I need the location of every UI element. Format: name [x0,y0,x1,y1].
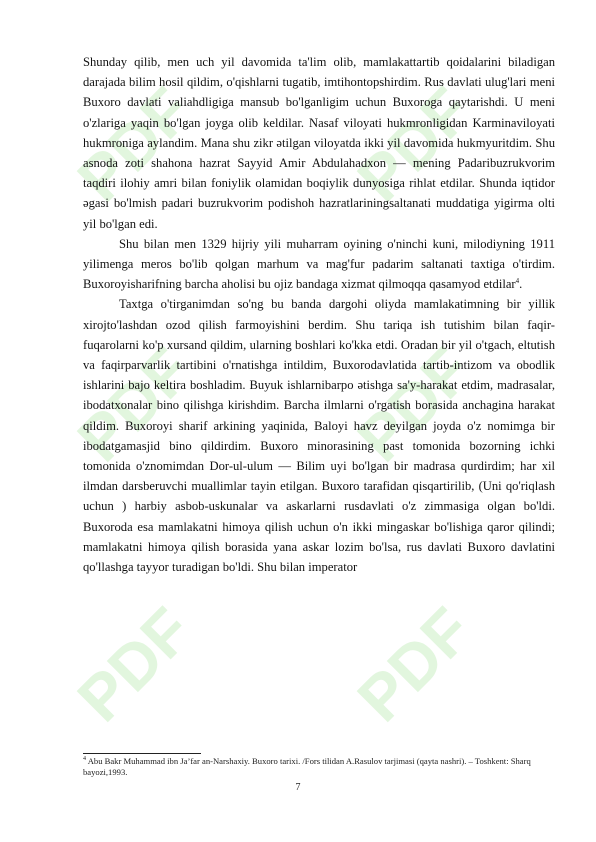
watermark-mark: PDF [63,73,206,216]
footnote-text: Abu Bakr Muhammad ibn Ja’far an-Narshaxiy. Buxoro tarixi. /Fors tilidan A.Rasulov tarjimasi (qayta nashri). – Toshkent: Sharq bayozi,1993. [83,756,531,777]
watermark-mark: PDF [343,73,486,216]
watermark-mark: PDF [343,593,486,736]
footnote-number: 4 [83,756,86,763]
paragraph-2-text: Shu bilan men 1329 hijriy yili muharram oyining o'ninchi kuni, milodiyning 1911 yilimenga meros bo'lib qolgan marhum va mag'fur padarim saltanati taxtiga o'tirdim. Buxoroyisharifning barcha aholisi bu ojiz bandaga xizmat qilmoqqa qasamyod etdilar [83,236,555,292]
watermark-mark: PDF [343,333,486,476]
footnote-divider [83,753,201,754]
footnote [83,756,555,778]
paragraph-1: Shunday qilib, men uch yil davomida ta'lim olib, mamlakattartib qoidalarini biladigan darajada bilim hosil qildim, o'qishlarni tugatib, imtihontopshirdim. Rus davlati ulug'lari meni Buxoro davlati valiahdligiga mansub bo'lganligim uchun Buxoroga qaytarishdi. U meni o'zlariga yaqin bo'lgan joyga olib keldilar. Nasaf viloyati hukmronligidan Karminaviloyati hukmroniga aylandim. Mana shu zikr ətilgan viloyatda ikki yil davomida hukmyuritdim. Shu asnoda zoti shahona hazrat Sayyid Amir Abdulahadxon — mening Padaribuzrukvorim taqdiri ilohiy amri bilan foniylik olamidan boqiylik dunyosiga rihlat etdilar. Shunda iqtidor əgasi bo'lmish padari buzrukvorim podishoh hazratlariningsaltanati muddatiga yigirma olti yil bo'lgan edi. [83,55,555,231]
paragraph-3: Taxtga o'tirganimdan so'ng bu banda dargohi oliyda mamlakatimning bir yillik xirojto'lashdan ozod qilish farmoyishini berdim. Shu tariqa ish tutishim bilan faqir-fuqarolarni ko'p xursand qildim, ularning boshlari ko'kka etdi. Oradan bir yil o'tgach, eltutish va faqirparvarlik tartibini o'rnatishga intildim, Buxorodavlatida tartib-intizom va obodlik ishlarini bajo keltira boshladim. Buyuk ishlarnibarpo ətishga sa'y-harakat etdim, madrasalar, ibodatxonalar bino qilishga kirishdim. Barcha ilmlarni o'rgatish borasida anchagina harakat qildim. Buxoroyi sharif arkining yaqinida, Baloyi havz deyilgan joyda o'z nomimga bir ibodatgamasjid bino qildirdim. Buxoro minorasining past tomonida bozorning ichki tomonida o'znomimdan Dor-ul-ulum — Bilim uyi bo'lgan bir madrasa qurdirdim; har xil ilmdan darsberuvchi muallimlar tayin etilgan. Buxoro tarafidan qisqartirilib, (Uni qo'riqlash uchun ) harbiy asbob-uskunalar va askarlarni rusdavlati o'z zimmasiga olgan bo'ldi. Buxoroda esa mamlakatni himoya qilish uchun o'n ikki mingaskar bo'lishiga qaror qilindi; mamlakatni himoya qilish borasida yana askar lozim bo'lsa, rus davlati Buxoro davlatini qo'llashga tayyor turadigan bo'ldi. Shu bilan imperator [83,297,555,575]
footnote-reference[interactable]: 4 [515,277,520,286]
watermark-mark: PDF [63,593,206,736]
page-number: 7 [295,782,301,793]
paragraph-2: Shu bilan men 1329 hijriy yili muharram oyining o'ninchi kuni, milodiyning 1911 yilimenga meros bo'lib qolgan marhum va mag'fur padarim saltanati taxtiga o'tirdim. Buxoroyisharifning barcha aholisi bu ojiz bandaga xizmat qilmoqqa qasamyod etdilar$^4$. [83,236,555,292]
watermark-mark: PDF [63,333,206,476]
body-text [83,52,555,577]
